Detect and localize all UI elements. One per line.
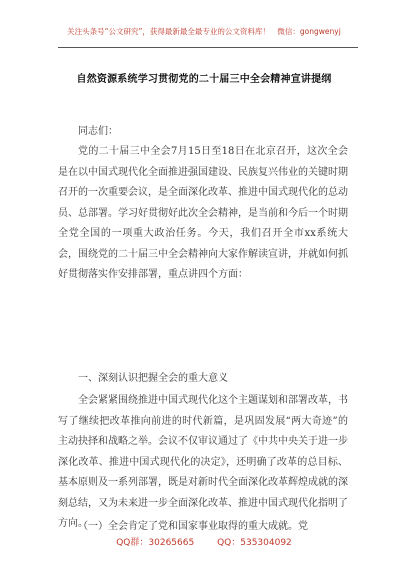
paragraph-achievements: （一）全会肯定了党和国家事业取得的重大成就。党 [78,521,308,532]
header-divider [58,47,358,48]
footer-contact [0,535,408,548]
page-title: 自然资源系统学习贯彻党的二十届三中全会精神宣讲提纲 [76,74,332,85]
footer-qq-group: QQ群：30265665 [116,538,195,548]
paragraph-significance: 全会紧紧围绕推进中国式现代化这个主题谋划和部署改革，书写了继续把改革推向前进的时代新篇，是巩固发展“两大奇迹”的主动抉择和战略之举。会议不仅审议通过了《中共中央关于进一步深化改革、推进中国式现代化的决定》，还明确了改革的总目标、基本原则及一系列部署，既是对新时代全面深化改革辉煌成就的深刻总结，又为未来进一步全面深化改革、推进中国式现代化指明了方向。 [58,395,348,529]
paragraph-intro: 党的二十届三中全会7月15日至18日在北京召开，这次全会是在以中国式现代化全面推进强国建设、民族复兴伟业的关键时期召开的一次重要会议，是全面深化改革、推进中国式现代化的总动员、总部署。学习好贯彻好此次全会精神，是当前和今后一个时期全党全国的一项重大政治任务。今天，我们召开全市xx系统大会，围绕党的二十届三中全会精神向大家作解读宣讲，并就如何抓好贯彻落实作安排部署，重点讲四个方面： [58,146,348,280]
footer-qq-number: QQ：535304092 [217,538,292,548]
header-promo-text: 关注头条号“公文研究”，获得最新最全最专业的公文资料库！ 微信：gongwenyj [67,27,341,36]
salutation: 同志们： [78,126,118,137]
section-heading-1: 一、深刻认识把握全会的重大意义 [78,373,228,384]
